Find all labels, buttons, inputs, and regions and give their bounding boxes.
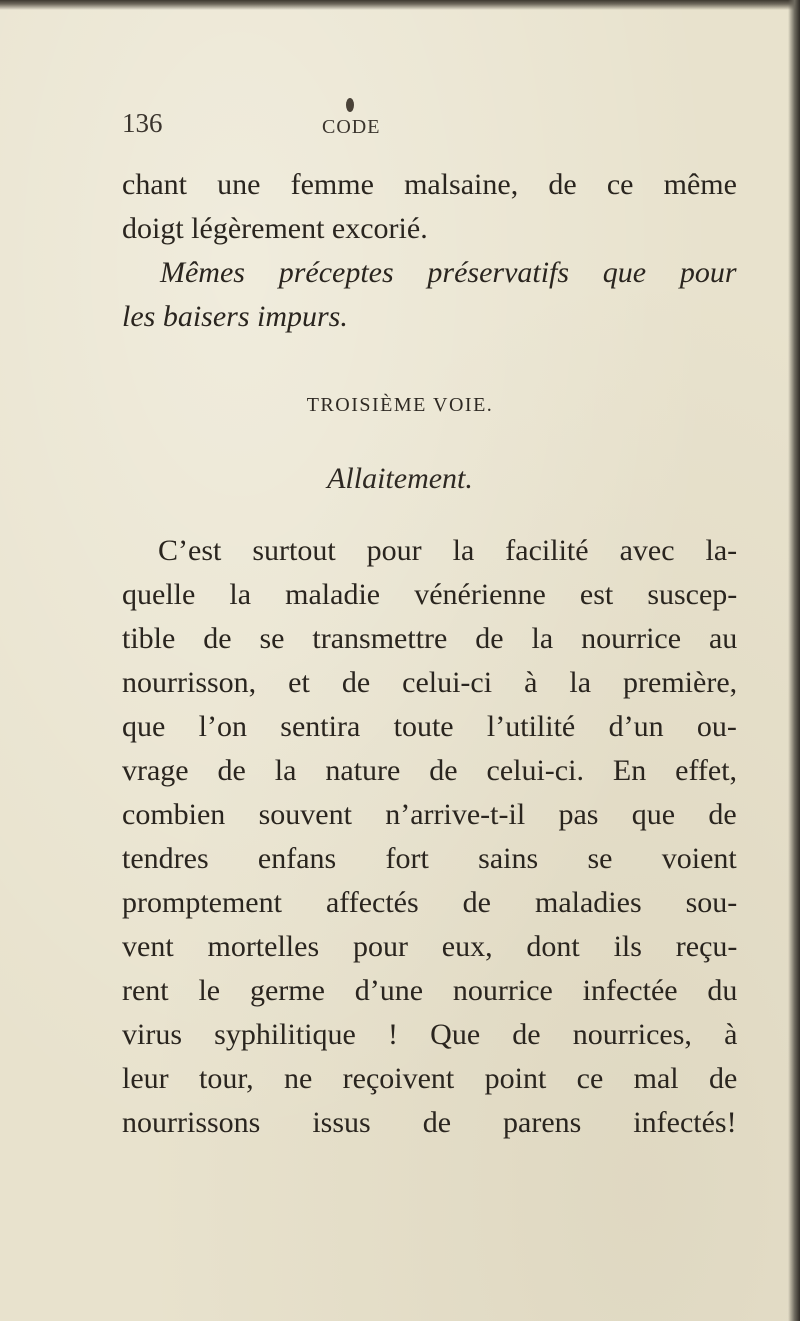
italic-note-line: les baisers impurs. — [122, 300, 348, 333]
body-line: quelle la maladie vénérienne est suscep- — [122, 578, 738, 611]
section-subheading: Allaitement. — [327, 462, 473, 495]
body-line: leur tour, ne reçoivent point ce mal de — [122, 1062, 738, 1095]
intro-line: chant une femme malsaine, de ce même — [122, 168, 737, 201]
italic-note-line: Mêmes préceptes préservatifs que pour — [160, 256, 737, 289]
page-top-shadow — [0, 0, 800, 10]
body-line: C’est surtout pour la facilité avec la- — [158, 534, 738, 567]
ink-spot — [346, 98, 354, 112]
section-heading: TROISIÈME VOIE. — [306, 394, 494, 416]
body-line: nourrisson, et de celui-ci à la première, — [122, 666, 738, 699]
body-line: combien souvent n’arrive-t-il pas que de — [122, 798, 737, 831]
page-number: 136 — [122, 108, 163, 138]
body-line: vrage de la nature de celui-ci. En effet, — [122, 754, 738, 787]
running-title: CODE — [322, 116, 381, 138]
body-line: tible de se transmettre de la nourrice au — [122, 622, 738, 655]
body-line: promptement affectés de maladies sou- — [122, 886, 738, 919]
intro-line: doigt légèrement excorié. — [122, 212, 428, 245]
body-line: que l’on sentira toute l’utilité d’un ou- — [122, 710, 737, 743]
body-line: nourrissons issus de parens infectés! — [122, 1106, 737, 1139]
page-right-shadow — [788, 0, 800, 1321]
body-line: virus syphilitique ! Que de nourrices, à — [122, 1018, 738, 1051]
body-line: rent le germe d’une nourrice infectée du — [122, 974, 738, 1007]
running-head — [0, 108, 800, 148]
body-line: tendres enfans fort sains se voient — [122, 842, 737, 875]
body-line: vent mortelles pour eux, dont ils reçu- — [122, 930, 738, 963]
